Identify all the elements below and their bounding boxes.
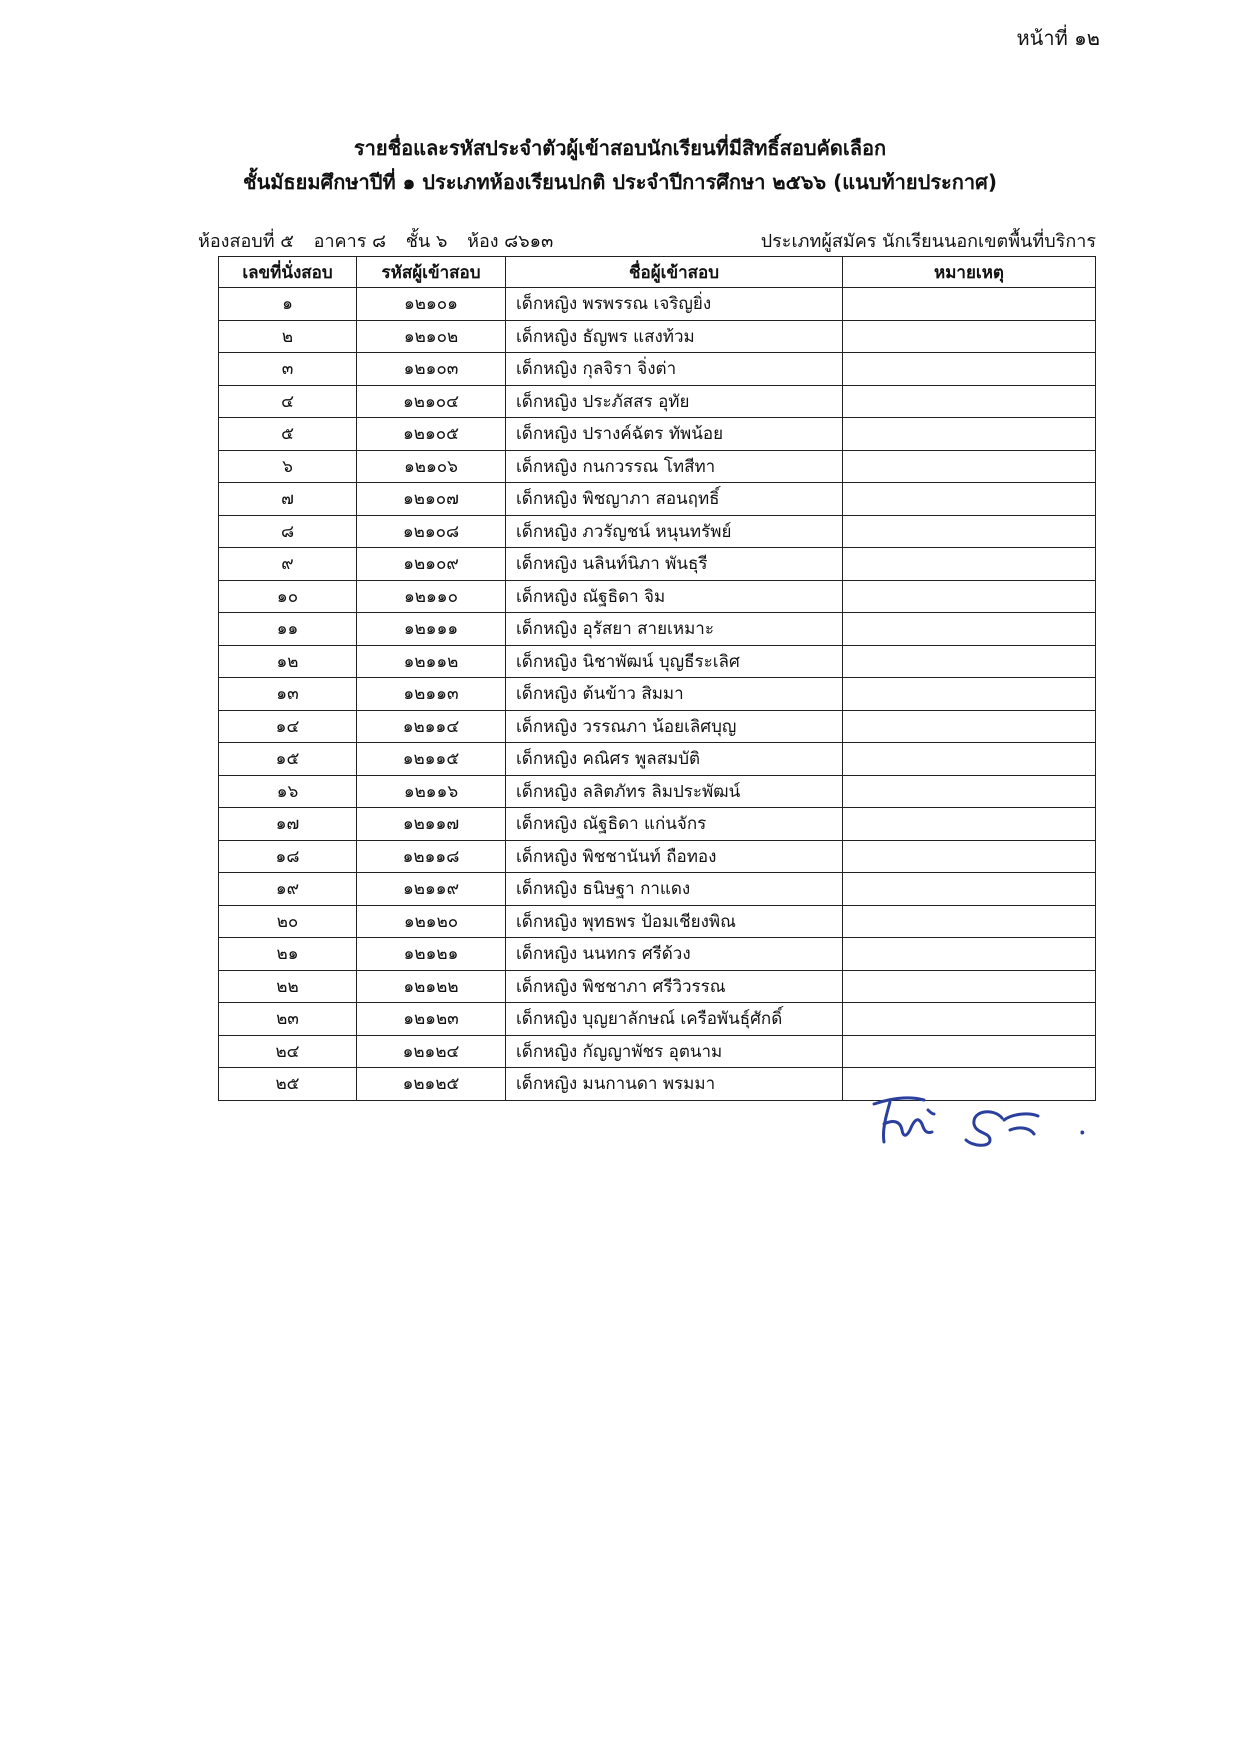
examinee-name-cell: เด็กหญิง วรรณภา น้อยเลิศบุญ xyxy=(506,710,843,743)
remarks-cell xyxy=(843,418,1096,451)
remarks-cell xyxy=(843,580,1096,613)
seat-number-cell: ๒๐ xyxy=(219,905,357,938)
examinee-code-cell: ๑๒๑๐๘ xyxy=(357,515,506,548)
remarks-cell xyxy=(843,905,1096,938)
table-row xyxy=(219,450,1096,483)
examinee-code-cell: ๑๒๑๒๑ xyxy=(357,938,506,971)
remarks-cell xyxy=(843,840,1096,873)
examinee-code-cell: ๑๒๑๐๖ xyxy=(357,450,506,483)
seat-number-cell: ๑๘ xyxy=(219,840,357,873)
remarks-cell xyxy=(843,743,1096,776)
examinee-name-cell: เด็กหญิง พรพรรณ เจริญยิ่ง xyxy=(506,288,843,321)
seat-number-cell: ๕ xyxy=(219,418,357,451)
examinee-code-cell: ๑๒๑๑๐ xyxy=(357,580,506,613)
seat-number-cell: ๙ xyxy=(219,548,357,581)
remarks-cell xyxy=(843,678,1096,711)
examinee-code-cell: ๑๒๑๐๑ xyxy=(357,288,506,321)
seat-number-cell: ๒๔ xyxy=(219,1035,357,1068)
exam-room-number: ห้องสอบที่ ๕ xyxy=(198,231,294,252)
seat-number-cell: ๑๙ xyxy=(219,873,357,906)
remarks-cell xyxy=(843,288,1096,321)
table-body xyxy=(219,288,1096,1101)
remarks-cell xyxy=(843,450,1096,483)
seat-number-cell: ๑๖ xyxy=(219,775,357,808)
remarks-cell xyxy=(843,548,1096,581)
signature-image xyxy=(862,1090,1092,1150)
examinee-code-cell: ๑๒๑๑๒ xyxy=(357,645,506,678)
header-seat-number: เลขที่นั่งสอบ xyxy=(219,257,357,288)
examinee-code-cell: ๑๒๑๐๓ xyxy=(357,353,506,386)
examinee-code-cell: ๑๒๑๑๑ xyxy=(357,613,506,646)
table-row xyxy=(219,483,1096,516)
seat-number-cell: ๑๐ xyxy=(219,580,357,613)
examinee-name-cell: เด็กหญิง กุลจิรา จิ่งต่า xyxy=(506,353,843,386)
examinee-name-cell: เด็กหญิง ธัญพร แสงท้วม xyxy=(506,320,843,353)
page-number: หน้าที่ ๑๒ xyxy=(1016,26,1100,50)
seat-number-cell: ๑๓ xyxy=(219,678,357,711)
seat-number-cell: ๑๕ xyxy=(219,743,357,776)
seat-number-cell: ๘ xyxy=(219,515,357,548)
table-row xyxy=(219,938,1096,971)
seat-number-cell: ๑๒ xyxy=(219,645,357,678)
seat-number-cell: ๑๑ xyxy=(219,613,357,646)
examinee-name-cell: เด็กหญิง นลินท์นิภา พันธุรี xyxy=(506,548,843,581)
seat-number-cell: ๑๗ xyxy=(219,808,357,841)
seat-number-cell: ๒๑ xyxy=(219,938,357,971)
remarks-cell xyxy=(843,938,1096,971)
remarks-cell xyxy=(843,483,1096,516)
remarks-cell xyxy=(843,710,1096,743)
seat-number-cell: ๑ xyxy=(219,288,357,321)
table-row xyxy=(219,743,1096,776)
examinee-name-cell: เด็กหญิง ปรางค์ฉัตร ทัพน้อย xyxy=(506,418,843,451)
table-row xyxy=(219,548,1096,581)
examinee-code-cell: ๑๒๑๐๙ xyxy=(357,548,506,581)
header-remarks: หมายเหตุ xyxy=(843,257,1096,288)
examinee-name-cell: เด็กหญิง พิชชานันท์ ถือทอง xyxy=(506,840,843,873)
examinee-code-cell: ๑๒๑๐๗ xyxy=(357,483,506,516)
table-row xyxy=(219,873,1096,906)
seat-number-cell: ๒๒ xyxy=(219,970,357,1003)
examinee-name-cell: เด็กหญิง ณัฐธิดา จิม xyxy=(506,580,843,613)
examinee-code-cell: ๑๒๑๑๓ xyxy=(357,678,506,711)
examinee-code-cell: ๑๒๑๑๗ xyxy=(357,808,506,841)
examinee-name-cell: เด็กหญิง ลลิตภัทร ลิมประพัฒน์ xyxy=(506,775,843,808)
remarks-cell xyxy=(843,970,1096,1003)
examinee-code-cell: ๑๒๑๑๕ xyxy=(357,743,506,776)
seat-number-cell: ๒ xyxy=(219,320,357,353)
table-row xyxy=(219,808,1096,841)
table-row xyxy=(219,613,1096,646)
remarks-cell xyxy=(843,515,1096,548)
examinee-name-cell: เด็กหญิง ธนิษฐา กาแดง xyxy=(506,873,843,906)
table-row xyxy=(219,580,1096,613)
seat-number-cell: ๖ xyxy=(219,450,357,483)
seat-number-cell: ๒๓ xyxy=(219,1003,357,1036)
examinee-name-cell: เด็กหญิง มนกานดา พรมมา xyxy=(506,1068,843,1101)
examinee-code-cell: ๑๒๑๒๕ xyxy=(357,1068,506,1101)
remarks-cell xyxy=(843,645,1096,678)
examinee-code-cell: ๑๒๑๒๒ xyxy=(357,970,506,1003)
floor-number: ชั้น ๖ xyxy=(405,231,448,252)
table-row xyxy=(219,288,1096,321)
table-row xyxy=(219,1003,1096,1036)
examinee-code-cell: ๑๒๑๑๘ xyxy=(357,840,506,873)
table-row xyxy=(219,678,1096,711)
examinee-name-cell: เด็กหญิง บุญยาลักษณ์ เครือพันธุ์ศักดิ์ xyxy=(506,1003,843,1036)
examinee-name-cell: เด็กหญิง พิชญาภา สอนฤทธิ์ xyxy=(506,483,843,516)
seat-number-cell: ๓ xyxy=(219,353,357,386)
remarks-cell xyxy=(843,1035,1096,1068)
table-row xyxy=(219,1035,1096,1068)
remarks-cell xyxy=(843,1003,1096,1036)
examinee-code-cell: ๑๒๑๒๓ xyxy=(357,1003,506,1036)
table-row xyxy=(219,840,1096,873)
examinee-name-cell: เด็กหญิง คณิศร พูลสมบัติ xyxy=(506,743,843,776)
table-header-row xyxy=(219,257,1096,288)
table-row xyxy=(219,905,1096,938)
table-row xyxy=(219,353,1096,386)
examinee-code-cell: ๑๒๑๑๙ xyxy=(357,873,506,906)
seat-number-cell: ๔ xyxy=(219,385,357,418)
table-row xyxy=(219,645,1096,678)
remarks-cell xyxy=(843,613,1096,646)
examinee-name-cell: เด็กหญิง ภวรัญชน์ หนุนทรัพย์ xyxy=(506,515,843,548)
table-row xyxy=(219,710,1096,743)
examinee-table xyxy=(218,256,1096,1101)
examinee-code-cell: ๑๒๑๒๐ xyxy=(357,905,506,938)
examinee-name-cell: เด็กหญิง ประภัสสร อุทัย xyxy=(506,385,843,418)
seat-number-cell: ๒๕ xyxy=(219,1068,357,1101)
examinee-name-cell: เด็กหญิง พิชชาภา ศรีวิวรรณ xyxy=(506,970,843,1003)
table-row xyxy=(219,385,1096,418)
examinee-name-cell: เด็กหญิง ต้นข้าว สิมมา xyxy=(506,678,843,711)
examinee-code-cell: ๑๒๑๐๕ xyxy=(357,418,506,451)
examinee-code-cell: ๑๒๑๒๔ xyxy=(357,1035,506,1068)
applicant-type: ประเภทผู้สมัคร นักเรียนนอกเขตพื้นที่บริการ xyxy=(760,231,1096,252)
remarks-cell xyxy=(843,320,1096,353)
seat-number-cell: ๗ xyxy=(219,483,357,516)
remarks-cell xyxy=(843,353,1096,386)
examinee-name-cell: เด็กหญิง นนทกร ศรีด้วง xyxy=(506,938,843,971)
header-examinee-name: ชื่อผู้เข้าสอบ xyxy=(506,257,843,288)
building-number: อาคาร ๘ xyxy=(313,231,386,252)
header-examinee-code: รหัสผู้เข้าสอบ xyxy=(357,257,506,288)
table-row xyxy=(219,320,1096,353)
table-row xyxy=(219,515,1096,548)
remarks-cell xyxy=(843,808,1096,841)
examinee-name-cell: เด็กหญิง พุทธพร ป้อมเชียงพิณ xyxy=(506,905,843,938)
exam-room-info xyxy=(198,226,567,255)
document-title-line-2: ชั้นมัธยมศึกษาปีที่ ๑ ประเภทห้องเรียนปกติ ประจำปีการศึกษา ๒๕๖๖ (แนบท้ายประกาศ) xyxy=(243,170,997,194)
examinee-code-cell: ๑๒๑๑๖ xyxy=(357,775,506,808)
room-number: ห้อง ๘๖๑๓ xyxy=(467,231,554,252)
table-row xyxy=(219,418,1096,451)
table-row xyxy=(219,775,1096,808)
examinee-name-cell: เด็กหญิง นิชาพัฒน์ บุญธีระเลิศ xyxy=(506,645,843,678)
examinee-code-cell: ๑๒๑๐๔ xyxy=(357,385,506,418)
examinee-name-cell: เด็กหญิง กนกวรรณ โทสีทา xyxy=(506,450,843,483)
document-title-line-1: รายชื่อและรหัสประจำตัวผู้เข้าสอบนักเรียนที่มีสิทธิ์สอบคัดเลือก xyxy=(353,136,887,160)
remarks-cell xyxy=(843,873,1096,906)
examinee-code-cell: ๑๒๑๑๔ xyxy=(357,710,506,743)
examinee-name-cell: เด็กหญิง อุรัสยา สายเหมาะ xyxy=(506,613,843,646)
table-row xyxy=(219,970,1096,1003)
examinee-code-cell: ๑๒๑๐๒ xyxy=(357,320,506,353)
remarks-cell xyxy=(843,385,1096,418)
remarks-cell xyxy=(843,775,1096,808)
seat-number-cell: ๑๔ xyxy=(219,710,357,743)
examinee-name-cell: เด็กหญิง กัญญาพัชร อุตนาม xyxy=(506,1035,843,1068)
examinee-name-cell: เด็กหญิง ณัฐธิดา แก่นจักร xyxy=(506,808,843,841)
